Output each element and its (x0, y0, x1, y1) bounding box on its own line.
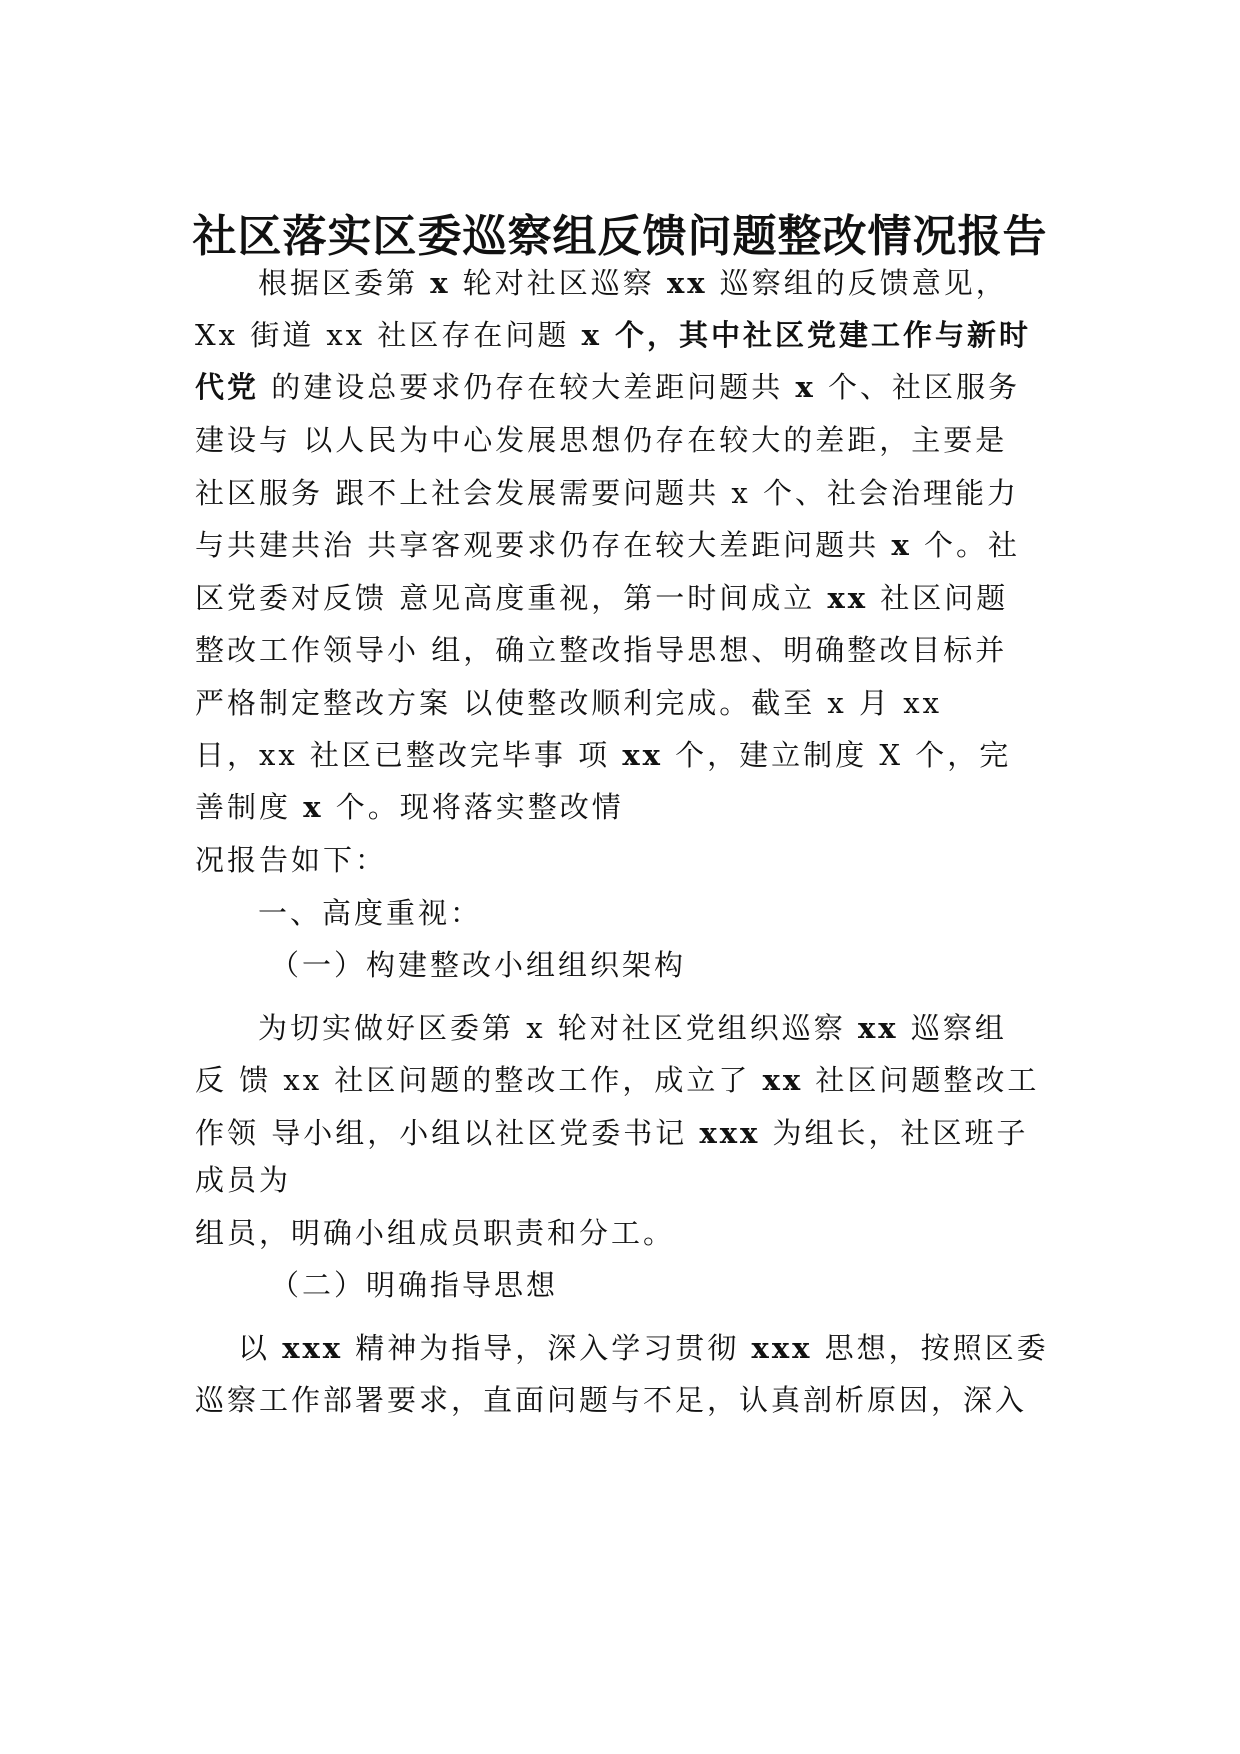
text-segment: 严格制定整改方案 以使整改顺利完成。截至 x 月 xx (195, 686, 942, 720)
text-segment: 以 (238, 1331, 283, 1365)
bold-text-segment: x (795, 370, 816, 404)
bold-text-segment: xx (858, 1011, 899, 1045)
bold-text-segment: x (891, 528, 912, 562)
bold-text-segment: 代党 (195, 370, 260, 404)
body-line (195, 1380, 1027, 1420)
text-segment: 的建设总要求仍存在较大差距问题共 (259, 370, 796, 404)
text-segment: 整改工作领导小 组，确立整改指导思想、明确整改目标并 (195, 633, 1008, 667)
text-segment: （一）构建整改小组组织架构 (270, 948, 687, 982)
body-line (195, 1213, 675, 1253)
text-segment: 社区问题 (868, 581, 1009, 615)
text-segment: （二）明确指导思想 (270, 1268, 559, 1302)
text-segment: 社区问题整改工 (803, 1063, 1040, 1097)
bold-text-segment: xx (666, 266, 708, 300)
bold-text-segment: xx (762, 1063, 804, 1097)
body-line (238, 1328, 1049, 1368)
body-line (195, 525, 1020, 565)
document-title: 社区落实区委巡察组反馈问题整改情况报告 (192, 211, 1048, 262)
text-segment: 作领 导小组，小组以社区党委书记 (195, 1116, 700, 1150)
bold-text-segment: xx (622, 738, 663, 772)
body-line (195, 683, 942, 723)
text-segment: 根据区委第 (258, 266, 431, 300)
text-segment: 巡察组的反馈意见， (707, 266, 1008, 300)
text-segment: 巡察工作部署要求，直面问题与不足，认真剖析原因，深入 (195, 1383, 1028, 1417)
bold-text-segment: xxx (282, 1331, 344, 1365)
bold-text-segment: xxx (699, 1116, 761, 1150)
body-line (258, 893, 482, 933)
text-segment: 为切实做好区委第 x 轮对社区党组织巡察 (258, 1011, 859, 1045)
text-segment: 个、社区服务 (815, 370, 1020, 404)
bold-text-segment: x (430, 266, 451, 300)
bold-text-segment: xxx (751, 1331, 813, 1365)
text-segment: 巡察组 (898, 1011, 1007, 1045)
text-segment: 个，建立制度 X 个，完 (662, 738, 1012, 772)
body-line (195, 1160, 291, 1200)
text-segment: 反 馈 xx 社区问题的整改工作，成立了 (195, 1063, 763, 1097)
body-line (195, 367, 1020, 407)
body-line (258, 1008, 1007, 1048)
body-line (195, 1060, 1039, 1100)
text-segment: 区党委对反馈 意见高度重视，第一时间成立 (195, 581, 828, 615)
body-line (270, 1265, 558, 1305)
body-line (195, 787, 624, 827)
text-segment: 思想，按照区委 (812, 1331, 1049, 1365)
body-line (258, 263, 1008, 303)
body-line (195, 578, 1008, 618)
body-line (195, 315, 1031, 355)
text-segment: 况报告如下： (195, 843, 388, 877)
text-segment: 个。社 (911, 528, 1020, 562)
body-line (195, 420, 1007, 460)
text-segment: 社区服务 跟不上社会发展需要问题共 x 个、社会治理能力 (195, 476, 1020, 510)
text-segment: 建设与 以人民为中心发展思想仍存在较大的差距，主要是 (195, 423, 1008, 457)
body-line (195, 735, 1011, 775)
text-segment: 善制度 (195, 790, 304, 824)
body-line (270, 945, 686, 985)
text-segment: 轮对社区巡察 (450, 266, 667, 300)
text-segment: Xx 街道 xx 社区存在问题 (195, 318, 582, 352)
bold-text-segment: x 个，其中社区党建工作与新时 (581, 318, 1031, 352)
body-line (195, 630, 1007, 670)
body-line (195, 1113, 1029, 1153)
text-segment: 组员，明确小组成员职责和分工。 (195, 1216, 676, 1250)
text-segment: 一、高度重视： (258, 896, 483, 930)
bold-text-segment: x (303, 790, 324, 824)
text-segment: 日，xx 社区已整改完毕事 项 (195, 738, 623, 772)
bold-text-segment: xx (827, 581, 869, 615)
text-segment: 成员为 (195, 1163, 292, 1197)
text-segment: 为组长，社区班子 (760, 1116, 1029, 1150)
text-segment: 与共建共治 共享客观要求仍存在较大差距问题共 (195, 528, 892, 562)
body-line (195, 473, 1019, 513)
text-segment: 个。现将落实整改情 (323, 790, 624, 824)
text-segment: 精神为指导，深入学习贯彻 (343, 1331, 752, 1365)
body-line (195, 840, 387, 880)
